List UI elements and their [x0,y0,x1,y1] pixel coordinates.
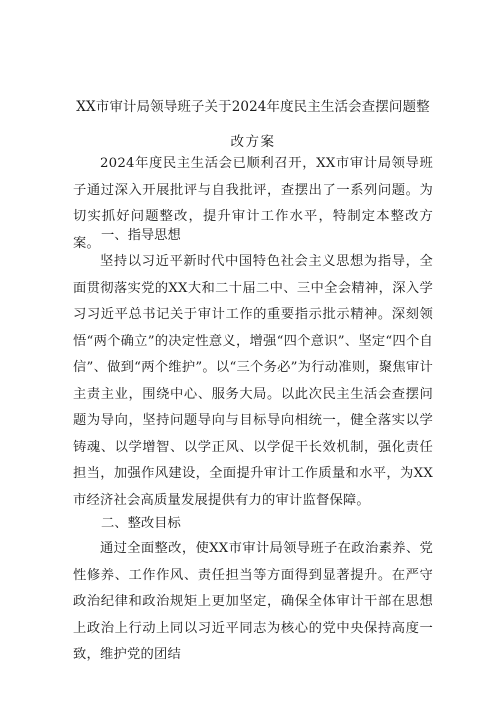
intro-paragraph: 2024年度民主生活会已顺利召开，XX市审计局领导班子通过深入开展批评与自我批评，查摆出了一系列问题。为切实抓好问题整改，提升审计工作水平，特制定本整改方案。 [73,156,433,251]
section-heading-rectification-goals: 二、整改目标 [101,516,181,531]
section-heading-guiding-ideology: 一、指导思想 [101,228,181,243]
document-page [73,0,433,707]
document-title-line-2: 改方案 [230,134,276,150]
rectification-goals-paragraph: 通过全面整改，使XX市审计局领导班子在政治素养、党性修养、工作作风、责任担当等方面得到显著提升。在严守政治纪律和政治规矩上更加坚定，确保全体审计干部在思想上政治上行动上同以习近平同志为核心的党中央保持高度一致，维护党的团结 [73,541,433,662]
guiding-ideology-paragraph: 坚持以习近平新时代中国特色社会主义思想为指导，全面贯彻落实党的XX大和二十届二中、三中全会精神，深入学习习近平总书记关于审计工作的重要指示批示精神。深刻领悟“两个确立”的决定性意义，增强“四个意识”、坚定“四个自信”、做到“两个维护”。以“三个务必”为行动准则，聚焦审计主责主业，围绕中心、服务大局。以此次民主生活会查摆问题为导向，坚持问题导向与目标导向相统一，健全落实以学铸魂、以学增智、以学正风、以学促干长效机制，强化责任担当，加强作风建设，全面提升审计工作质量和水平，为XX市经济社会高质量发展提供有力的审计监督保障。 [73,254,433,508]
document-title-line-1: XX市审计局领导班子关于2024年度民主生活会查摆问题整 [76,99,430,115]
